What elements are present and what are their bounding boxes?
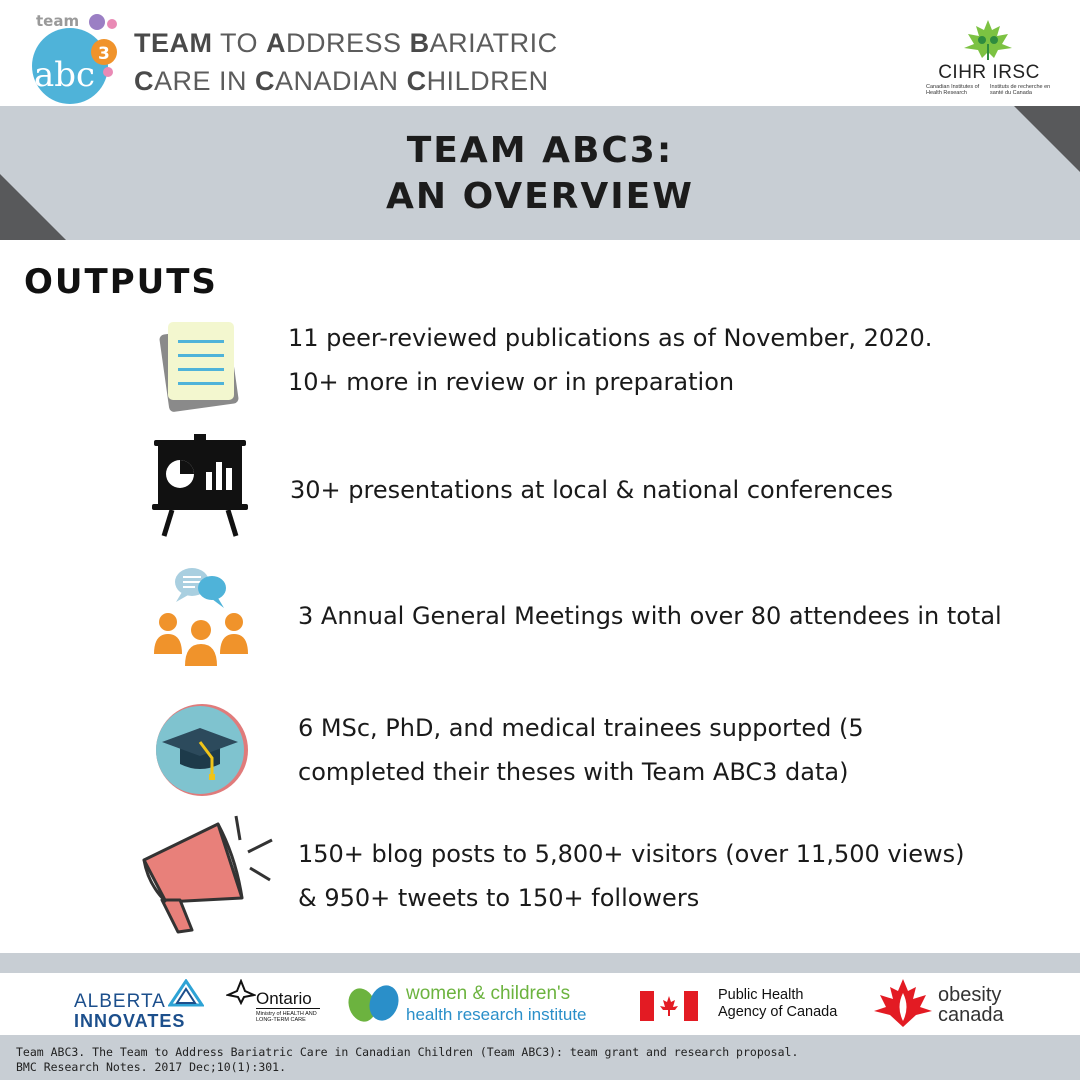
header-title-segment: C — [255, 66, 276, 96]
output-text — [290, 468, 893, 512]
header — [0, 0, 1080, 106]
alberta-triangle-icon — [168, 979, 204, 1007]
output-line: 3 Annual General Meetings with over 80 attendees in total — [298, 602, 1002, 630]
header-title-segment: ARIATRIC — [429, 28, 558, 58]
page-title — [0, 128, 1080, 220]
output-line: completed their theses with Team ABC3 data) — [298, 758, 849, 786]
partner-logos — [0, 973, 1080, 1035]
graduation-cap-icon — [154, 702, 250, 798]
output-line: & 950+ tweets to 150+ followers — [298, 884, 700, 912]
header-title-segment: B — [409, 28, 430, 58]
header-title-segment: ANADIAN — [275, 66, 407, 96]
cihr-leaf-icon — [962, 18, 1014, 62]
presentation-board-icon — [150, 432, 250, 540]
citation-line2: BMC Research Notes. 2017 Dec;10(1):301. — [16, 1060, 287, 1074]
logo-superscript: 3 — [98, 44, 110, 64]
phac-text — [718, 987, 837, 1021]
obesity-canada-leaf-icon — [870, 977, 936, 1029]
cihr-logo — [924, 18, 1054, 102]
ontario-name: Ontario — [256, 989, 312, 1008]
footer-divider — [0, 953, 1080, 973]
outputs-heading: OUTPUTS — [24, 262, 218, 302]
alberta-innovates-logo — [74, 979, 214, 1031]
page-title-line1: TEAM ABC3: — [406, 130, 674, 171]
obesity-line1: obesity — [938, 984, 1002, 1006]
citation-line1: Team ABC3. The Team to Address Bariatric Care in Canadian Children (Team ABC3): team grant and research proposal. — [16, 1045, 799, 1059]
title-band — [0, 106, 1080, 240]
canada-flag-icon — [640, 991, 698, 1021]
alberta-line1: ALBERTA — [74, 991, 166, 1012]
cihr-name: CIHR IRSC — [938, 62, 1040, 83]
output-text — [298, 706, 864, 794]
header-title — [134, 24, 558, 100]
output-text — [298, 594, 1002, 638]
trillium-icon — [226, 979, 256, 1005]
ontario-logo — [226, 975, 326, 1033]
header-title-segment: HILDREN — [426, 66, 549, 96]
meeting-people-icon — [150, 562, 252, 670]
team-abc3-logo — [22, 8, 122, 106]
wchri-line2: health research institute — [406, 1005, 587, 1024]
header-title-segment: DDRESS — [286, 28, 410, 58]
logo-team-text: team — [36, 12, 80, 30]
wchri-line1: women & children's — [406, 983, 571, 1004]
header-title-segment: ARE IN — [154, 66, 256, 96]
ontario-sub: Ministry of HEALTH AND LONG-TERM CARE — [256, 1008, 320, 1023]
output-line: 10+ more in review or in preparation — [288, 368, 735, 396]
output-line: 30+ presentations at local & national conferences — [290, 476, 893, 504]
output-text — [298, 832, 965, 920]
output-line: 6 MSc, PhD, and medical trainees supported (5 — [298, 714, 864, 742]
megaphone-icon — [140, 812, 280, 936]
header-title-segment: A — [266, 28, 287, 58]
header-title-segment: TO — [212, 28, 267, 58]
output-line: 11 peer-reviewed publications as of November, 2020. — [288, 324, 933, 352]
cihr-sub-en: Canadian Institutes of Health Research — [926, 84, 980, 96]
header-title-segment: C — [134, 66, 154, 96]
header-title-segment: TEAM — [134, 28, 213, 58]
alberta-line2: INNOVATES — [74, 1011, 186, 1031]
wchri-logo — [346, 981, 626, 1029]
header-title-segment: C — [406, 66, 427, 96]
obesity-canada-logo — [870, 977, 1030, 1031]
phac-line1: Public Health — [718, 987, 804, 1003]
obesity-line2: canada — [938, 1004, 1004, 1026]
document-icon — [150, 316, 246, 416]
wchri-leaves-icon — [346, 983, 402, 1023]
output-line: 150+ blog posts to 5,800+ visitors (over 11,500 views) — [298, 840, 965, 868]
phac-line2: Agency of Canada — [718, 1004, 838, 1020]
phac-logo — [640, 987, 860, 1027]
output-text — [288, 316, 932, 404]
cihr-sub-fr: Instituts de recherche en santé du Canada — [990, 84, 1051, 96]
citation — [0, 1035, 1080, 1080]
header-title-line1 — [134, 24, 558, 62]
page-title-line2: AN OVERVIEW — [386, 176, 694, 217]
header-title-line2 — [134, 62, 558, 100]
logo-abc-text: abc — [34, 55, 96, 95]
